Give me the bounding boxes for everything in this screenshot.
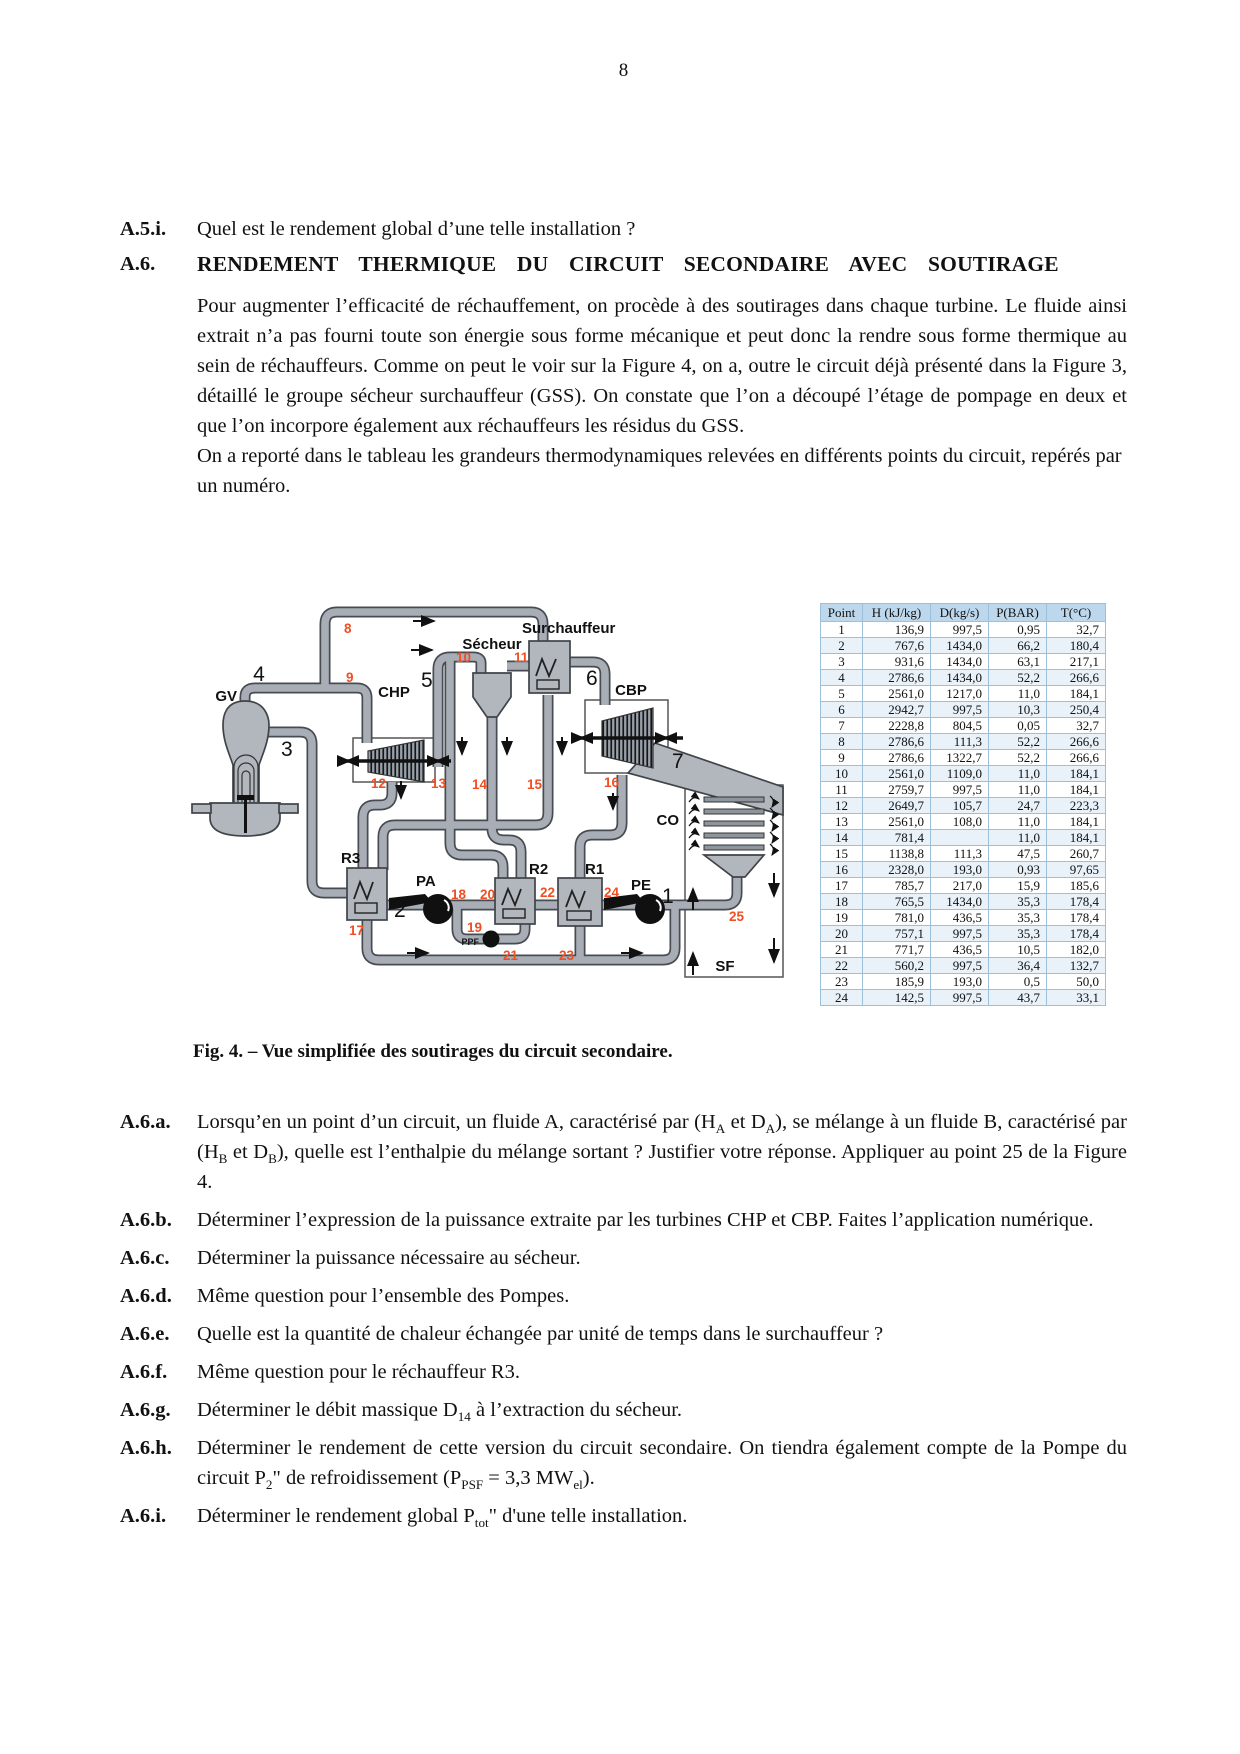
cell-enthalpy: 2786,6	[863, 734, 931, 750]
cell-enthalpy: 781,4	[863, 830, 931, 846]
table-row	[821, 814, 1106, 830]
cell-point: 11	[821, 782, 863, 798]
cell-pressure: 35,3	[989, 894, 1047, 910]
cell-point: 21	[821, 942, 863, 958]
cell-temperature: 185,6	[1047, 878, 1106, 894]
cell-flow: 1217,0	[931, 686, 989, 702]
table-row	[821, 862, 1106, 878]
question-item	[120, 1243, 1127, 1273]
figure-caption: Fig. 4. – Vue simplifiée des soutirages du circuit secondaire.	[193, 1041, 673, 1062]
cell-enthalpy: 2786,6	[863, 750, 931, 766]
text-segment: Même question pour l’ensemble des Pompes.	[197, 1285, 570, 1307]
table-row	[821, 782, 1106, 798]
subscript-text: B	[268, 1151, 277, 1167]
point-16: 16	[604, 775, 620, 790]
cell-temperature: 184,1	[1047, 830, 1106, 846]
point-21: 21	[503, 948, 519, 963]
cell-pressure: 10,5	[989, 942, 1047, 958]
cell-pressure: 24,7	[989, 798, 1047, 814]
point-2: 2	[394, 899, 406, 922]
subscript-text: A	[715, 1121, 726, 1137]
cell-pressure: 52,2	[989, 734, 1047, 750]
cell-enthalpy: 2942,7	[863, 702, 931, 718]
cell-temperature: 180,4	[1047, 638, 1106, 654]
cell-flow: 1434,0	[931, 894, 989, 910]
label-sf: SF	[715, 958, 735, 975]
label-surchauffeur: Surchauffeur	[522, 620, 616, 637]
cell-point: 15	[821, 846, 863, 862]
cell-flow: 111,3	[931, 846, 989, 862]
cell-enthalpy: 2561,0	[863, 814, 931, 830]
cell-temperature: 97,65	[1047, 862, 1106, 878]
section-title: RENDEMENT THERMIQUE DU CIRCUIT SECONDAIRE AVEC SOUTIRAGE	[197, 252, 1059, 276]
label-r1: R1	[585, 861, 605, 878]
cell-flow: 1322,7	[931, 750, 989, 766]
question-label: A.6.h.	[120, 1437, 172, 1459]
cell-point: 12	[821, 798, 863, 814]
reheater-r3	[347, 868, 387, 920]
thermo-data-table	[820, 603, 1105, 1006]
point-22: 22	[540, 885, 556, 900]
cell-flow: 804,5	[931, 718, 989, 734]
point-8: 8	[344, 621, 352, 636]
subscript-text: tot	[474, 1515, 489, 1531]
cell-enthalpy: 1138,8	[863, 846, 931, 862]
cell-point: 7	[821, 718, 863, 734]
cell-point: 19	[821, 910, 863, 926]
superheater	[529, 641, 570, 693]
cell-temperature: 223,3	[1047, 798, 1106, 814]
cell-point: 6	[821, 702, 863, 718]
cell-temperature: 266,6	[1047, 750, 1106, 766]
cell-enthalpy: 781,0	[863, 910, 931, 926]
question-label: A.6.a.	[120, 1111, 171, 1133]
table-row	[821, 702, 1106, 718]
cell-pressure: 47,5	[989, 846, 1047, 862]
label-cbp: CBP	[615, 682, 647, 699]
label-co: CO	[656, 812, 679, 829]
text-segment: Lorsqu’en un point d’un circuit, un fluide A, caractérisé par (H	[197, 1111, 716, 1133]
cell-enthalpy: 2228,8	[863, 718, 931, 734]
question-label: A.6.g.	[120, 1399, 171, 1421]
subscript-text: 14	[457, 1409, 471, 1425]
label-ppf: PPF	[461, 937, 479, 947]
cell-flow: 997,5	[931, 702, 989, 718]
cell-pressure: 0,93	[989, 862, 1047, 878]
table-row	[821, 926, 1106, 942]
point-20: 20	[480, 887, 496, 902]
cell-enthalpy: 142,5	[863, 990, 931, 1006]
cell-pressure: 11,0	[989, 686, 1047, 702]
col-point: Point	[821, 604, 863, 622]
point-10: 10	[456, 650, 472, 665]
cell-flow: 105,7	[931, 798, 989, 814]
subscript-text: B	[218, 1151, 228, 1167]
cell-point: 24	[821, 990, 863, 1006]
cell-enthalpy: 757,1	[863, 926, 931, 942]
table-row	[821, 654, 1106, 670]
cell-point: 5	[821, 686, 863, 702]
steam-generator	[192, 701, 298, 836]
col-enthalpy: H (kJ/kg)	[863, 604, 931, 622]
question-item	[120, 1357, 1127, 1387]
table-row	[821, 878, 1106, 894]
subscript-text: el	[573, 1477, 583, 1493]
cell-flow: 997,5	[931, 926, 989, 942]
point-18: 18	[451, 887, 467, 902]
table-row	[821, 894, 1106, 910]
point-13: 13	[431, 776, 447, 791]
question-label: A.6.c.	[120, 1247, 170, 1269]
cell-pressure: 35,3	[989, 910, 1047, 926]
label-r2: R2	[529, 861, 549, 878]
question-text	[197, 1107, 1127, 1197]
cell-enthalpy: 931,6	[863, 654, 931, 670]
cell-point: 18	[821, 894, 863, 910]
cell-temperature: 266,6	[1047, 670, 1106, 686]
cell-pressure: 11,0	[989, 830, 1047, 846]
point-25: 25	[729, 909, 745, 924]
cell-point: 1	[821, 622, 863, 638]
col-pressure: P(BAR)	[989, 604, 1047, 622]
cell-flow: 108,0	[931, 814, 989, 830]
table-row	[821, 830, 1106, 846]
reheater-r2	[495, 878, 535, 924]
cell-flow: 436,5	[931, 942, 989, 958]
cell-pressure: 35,3	[989, 926, 1047, 942]
circuit-diagram	[185, 525, 815, 1025]
question-item	[120, 1107, 1127, 1197]
cell-temperature: 50,0	[1047, 974, 1106, 990]
cell-temperature: 178,4	[1047, 894, 1106, 910]
subscript-text: 2	[265, 1477, 273, 1493]
cell-flow: 997,5	[931, 958, 989, 974]
cell-temperature: 132,7	[1047, 958, 1106, 974]
cell-enthalpy: 2561,0	[863, 766, 931, 782]
question-text	[197, 1243, 1127, 1273]
cell-point: 13	[821, 814, 863, 830]
cell-enthalpy: 767,6	[863, 638, 931, 654]
table-row	[821, 942, 1106, 958]
cell-point: 9	[821, 750, 863, 766]
cell-flow: 193,0	[931, 862, 989, 878]
section-label: A.6.	[120, 253, 156, 275]
text-segment: Même question pour le réchauffeur R3.	[197, 1361, 520, 1383]
label-pa: PA	[416, 873, 436, 890]
question-item	[120, 1433, 1127, 1493]
page-number: 8	[618, 60, 629, 81]
question-label: A.6.b.	[120, 1209, 172, 1231]
cell-enthalpy: 560,2	[863, 958, 931, 974]
text-segment: " d'une telle installation.	[488, 1505, 688, 1527]
cell-enthalpy: 2328,0	[863, 862, 931, 878]
table-row	[821, 846, 1106, 862]
intro-paragraph-1: Pour augmenter l’efficacité de réchauffement, on procède à des soutirages dans chaque turbine. Le fluide ainsi extrait n’a pas fourni toute son énergie sous forme mécanique et peut donc la rendre sous forme thermique au sein de réchauffeurs. Comme on peut le voir sur la Figure 4, on a, outre le circuit déjà présenté dans la Figure 3, détaillé le groupe sécheur surchauffeur (GSS). On constate que l’on a découpé l’étage de pompage en deux et que l’on incorpore également aux réchauffeurs les résidus du GSS.	[197, 295, 1127, 437]
cell-point: 8	[821, 734, 863, 750]
question-text	[197, 1281, 1127, 1311]
cell-temperature: 178,4	[1047, 926, 1106, 942]
figure-4	[185, 525, 1115, 1025]
cell-point: 10	[821, 766, 863, 782]
question-label: A.6.e.	[120, 1323, 170, 1345]
point-24: 24	[604, 885, 620, 900]
table-row	[821, 766, 1106, 782]
point-17: 17	[349, 923, 365, 938]
question-text	[197, 1319, 1127, 1349]
text-segment: ), se mélange à un fluide B, caractérisé par (H	[197, 1111, 1127, 1163]
cell-enthalpy: 765,5	[863, 894, 931, 910]
cell-pressure: 43,7	[989, 990, 1047, 1006]
cell-flow: 111,3	[931, 734, 989, 750]
table-row	[821, 910, 1106, 926]
table-row	[821, 670, 1106, 686]
cell-pressure: 36,4	[989, 958, 1047, 974]
cell-point: 16	[821, 862, 863, 878]
table-row	[821, 686, 1106, 702]
question-a5i	[120, 214, 1127, 244]
cell-flow: 1434,0	[931, 638, 989, 654]
label-chp: CHP	[378, 684, 410, 701]
question-label: A.6.f.	[120, 1361, 168, 1383]
point-7: 7	[672, 750, 684, 773]
table-row	[821, 974, 1106, 990]
question-item	[120, 1205, 1127, 1235]
cell-point: 22	[821, 958, 863, 974]
text-segment: et D	[725, 1111, 766, 1133]
questions-list	[120, 1107, 1127, 1531]
table-row	[821, 718, 1106, 734]
question-text	[197, 1357, 1127, 1387]
ppf-pump	[483, 931, 500, 948]
cell-pressure: 66,2	[989, 638, 1047, 654]
intro-paragraph-2: On a reporté dans le tableau les grandeurs thermodynamiques relevées en différents points du circuit, repérés par un numéro.	[197, 445, 1122, 497]
cell-temperature: 184,1	[1047, 814, 1106, 830]
cell-flow: 193,0	[931, 974, 989, 990]
dryer-vessel	[473, 673, 511, 717]
point-19: 19	[467, 920, 483, 935]
cell-enthalpy: 2786,6	[863, 670, 931, 686]
cell-pressure: 52,2	[989, 670, 1047, 686]
cell-temperature: 260,7	[1047, 846, 1106, 862]
subscript-text: PSF	[461, 1477, 484, 1493]
point-5: 5	[421, 669, 433, 692]
cell-flow: 1434,0	[931, 670, 989, 686]
table-row	[821, 638, 1106, 654]
question-label: A.6.i.	[120, 1505, 167, 1527]
cell-point: 2	[821, 638, 863, 654]
table-row	[821, 734, 1106, 750]
text-segment: et D	[227, 1141, 269, 1163]
cell-temperature: 217,1	[1047, 654, 1106, 670]
cell-pressure: 11,0	[989, 782, 1047, 798]
label-gv: GV	[215, 688, 237, 705]
text-segment: Déterminer le débit massique D	[197, 1399, 458, 1421]
question-label: A.5.i.	[120, 218, 167, 240]
text-segment: " de refroidissement (P	[272, 1467, 462, 1489]
cell-pressure: 0,95	[989, 622, 1047, 638]
cell-temperature: 182,0	[1047, 942, 1106, 958]
point-9: 9	[346, 670, 354, 685]
question-item	[120, 1319, 1127, 1349]
point-6: 6	[586, 667, 598, 690]
cell-point: 20	[821, 926, 863, 942]
cell-enthalpy: 2759,7	[863, 782, 931, 798]
question-item	[120, 1281, 1127, 1311]
question-label: A.6.d.	[120, 1285, 172, 1307]
reheater-r1	[558, 878, 602, 926]
label-r3: R3	[341, 850, 361, 867]
cell-enthalpy: 136,9	[863, 622, 931, 638]
cell-temperature: 32,7	[1047, 718, 1106, 734]
cell-temperature: 33,1	[1047, 990, 1106, 1006]
cell-enthalpy: 2649,7	[863, 798, 931, 814]
text-segment: Déterminer le rendement de cette version du circuit secondaire. On tiendra également compte de la Pompe du circuit P	[197, 1437, 1127, 1489]
cell-flow: 436,5	[931, 910, 989, 926]
cell-point: 14	[821, 830, 863, 846]
cell-enthalpy: 185,9	[863, 974, 931, 990]
cell-flow	[931, 830, 989, 846]
cell-point: 3	[821, 654, 863, 670]
col-temperature: T(°C)	[1047, 604, 1106, 622]
question-item	[120, 1395, 1127, 1425]
text-segment: à l’extraction du sécheur.	[470, 1399, 683, 1421]
label-secheur: Sécheur	[462, 636, 522, 653]
cell-flow: 997,5	[931, 990, 989, 1006]
cell-flow: 997,5	[931, 782, 989, 798]
point-12: 12	[371, 776, 387, 791]
point-14: 14	[472, 777, 488, 792]
point-15: 15	[527, 777, 543, 792]
cell-temperature: 184,1	[1047, 686, 1106, 702]
text-segment: ), quelle est l’enthalpie du mélange sortant ? Justifier votre réponse. Appliquer au point 25 de la Figure 4.	[197, 1141, 1127, 1193]
cell-temperature: 250,4	[1047, 702, 1106, 718]
cell-pressure: 63,1	[989, 654, 1047, 670]
point-11: 11	[514, 650, 529, 665]
cell-temperature: 184,1	[1047, 766, 1106, 782]
table-row	[821, 622, 1106, 638]
cell-pressure: 52,2	[989, 750, 1047, 766]
cell-flow: 1109,0	[931, 766, 989, 782]
question-text	[197, 1433, 1127, 1493]
question-item	[120, 1501, 1127, 1531]
cell-enthalpy: 785,7	[863, 878, 931, 894]
text-segment: ).	[582, 1467, 595, 1489]
text-segment: Déterminer la puissance nécessaire au sécheur.	[197, 1247, 581, 1269]
cell-flow: 1434,0	[931, 654, 989, 670]
table-row	[821, 798, 1106, 814]
cell-pressure: 11,0	[989, 766, 1047, 782]
cell-temperature: 184,1	[1047, 782, 1106, 798]
cell-temperature: 178,4	[1047, 910, 1106, 926]
text-segment: Déterminer l’expression de la puissance extraite par les turbines CHP et CBP. Faites l’application numérique.	[197, 1209, 1094, 1231]
point-3: 3	[281, 738, 293, 761]
table-row	[821, 990, 1106, 1006]
question-text	[197, 1395, 1127, 1425]
table-row	[821, 750, 1106, 766]
cell-pressure: 0,5	[989, 974, 1047, 990]
subscript-text: A	[765, 1121, 776, 1137]
cell-temperature: 266,6	[1047, 734, 1106, 750]
text-segment: Déterminer le rendement global P	[197, 1505, 475, 1527]
question-text	[197, 1205, 1127, 1235]
text-segment: Quelle est la quantité de chaleur échangée par unité de temps dans le surchauffeur ?	[197, 1323, 884, 1345]
point-23: 23	[559, 948, 575, 963]
cell-flow: 997,5	[931, 622, 989, 638]
section-heading	[120, 249, 1127, 279]
cell-enthalpy: 771,7	[863, 942, 931, 958]
point-4: 4	[253, 663, 265, 686]
cell-point: 17	[821, 878, 863, 894]
text-segment: = 3,3 MW	[483, 1467, 574, 1489]
cell-temperature: 32,7	[1047, 622, 1106, 638]
cell-pressure: 11,0	[989, 814, 1047, 830]
question-text: Quel est le rendement global d’une telle installation ?	[197, 218, 636, 240]
point-1: 1	[662, 885, 674, 908]
cell-point: 23	[821, 974, 863, 990]
cell-enthalpy: 2561,0	[863, 686, 931, 702]
table-header-row	[821, 604, 1106, 622]
cell-point: 4	[821, 670, 863, 686]
col-flow: D(kg/s)	[931, 604, 989, 622]
table-row	[821, 958, 1106, 974]
cell-pressure: 15,9	[989, 878, 1047, 894]
question-text	[197, 1501, 1127, 1531]
cell-pressure: 10,3	[989, 702, 1047, 718]
label-pe: PE	[631, 877, 652, 894]
cell-pressure: 0,05	[989, 718, 1047, 734]
cell-flow: 217,0	[931, 878, 989, 894]
